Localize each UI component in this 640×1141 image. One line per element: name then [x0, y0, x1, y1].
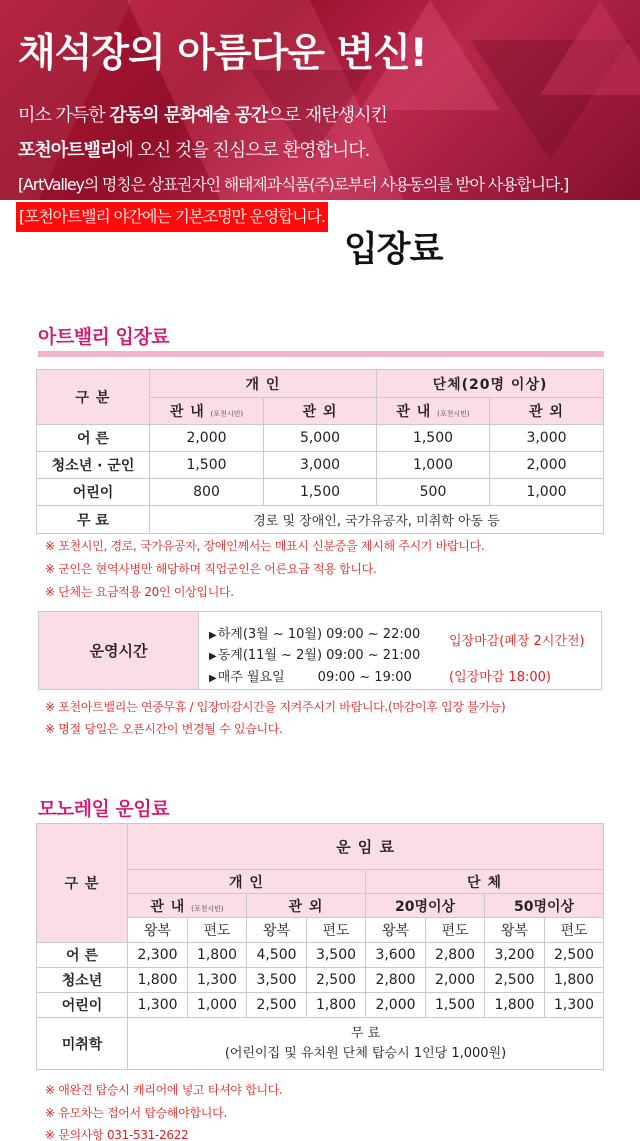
triangle-bullet-icon: ▶: [209, 651, 217, 662]
hero-intro-line-1: 미소 가득한 감동의 문화예술 공간으로 재탄생시킨: [18, 105, 387, 126]
fare-cell: 2,500: [307, 968, 366, 993]
operating-hours-list: [199, 612, 601, 689]
header-category: 구 분: [37, 824, 128, 943]
fare-cell: 1,000: [188, 993, 247, 1018]
table-row: [37, 506, 604, 534]
admission-note: ※ 포천시민, 경로, 국가유공자, 장애인께서는 매표시 신분증을 제시해 주시기 바랍니다.: [45, 539, 485, 553]
row-label: 어 른: [37, 425, 150, 452]
header-one-way: 편도: [545, 918, 604, 943]
operating-hours-label: 운영시간: [39, 612, 199, 689]
preschool-fare-text: 무 료 (어린이집 및 유치원 단체 탑승시 1인당 1,000원): [128, 1018, 604, 1070]
fare-cell: 3,600: [366, 943, 426, 968]
fare-cell: 3,500: [307, 943, 366, 968]
header-round-trip: 왕복: [485, 918, 545, 943]
header-group: 단 체: [366, 870, 604, 894]
header-group-50: 50명이상: [485, 894, 604, 918]
hero-title: 채석장의 아름다운 변신!: [18, 31, 427, 76]
operating-hours-box: [38, 611, 602, 690]
price-cell: 1,500: [377, 425, 490, 452]
row-label: 미취학: [37, 1018, 128, 1070]
monorail-section-title: 모노레일 운임료: [38, 798, 170, 820]
table-row: [37, 1018, 604, 1070]
table-row: [37, 479, 604, 506]
header-group: 단체(20명 이상): [377, 370, 604, 398]
header-individual: 개 인: [128, 870, 366, 894]
hours-row-summer: ▶하계(3월 ~ 10월) 09:00 ~ 22:00: [209, 627, 421, 642]
fare-cell: 2,800: [426, 943, 485, 968]
header-round-trip: 왕복: [128, 918, 188, 943]
fare-cell: 1,800: [307, 993, 366, 1018]
row-label: 청소년: [37, 968, 128, 993]
section-divider: [38, 351, 604, 357]
header-inside: 관 내 (포천시민): [377, 398, 490, 425]
header-outside: 관 외: [264, 398, 377, 425]
triangle-bullet-icon: ▶: [209, 673, 217, 684]
fare-cell: 2,500: [485, 968, 545, 993]
fare-cell: 4,500: [247, 943, 307, 968]
monorail-fare-table: [36, 823, 604, 1070]
price-cell: 3,000: [490, 425, 604, 452]
price-cell: 3,000: [264, 452, 377, 479]
table-row: [37, 452, 604, 479]
monorail-note: ※ 애완견 탑승시 캐리어에 넣고 타셔야 합니다.: [45, 1083, 283, 1097]
free-entry-text: 경로 및 장애인, 국가유공자, 미취학 아동 등: [150, 506, 604, 534]
price-cell: 2,000: [490, 452, 604, 479]
fare-cell: 2,000: [426, 968, 485, 993]
hours-note: ※ 명절 당일은 오픈시간이 변경될 수 있습니다.: [45, 722, 283, 736]
table-row: [37, 425, 604, 452]
night-lighting-notice: [포천아트밸리 야간에는 기본조명만 운영합니다.: [16, 202, 328, 232]
fare-cell: 1,800: [128, 968, 188, 993]
row-label: 어 른: [37, 943, 128, 968]
header-one-way: 편도: [426, 918, 485, 943]
table-row: [37, 968, 604, 993]
fare-cell: 2,000: [366, 993, 426, 1018]
hero-banner: [0, 0, 640, 200]
header-group-20: 20명이상: [366, 894, 485, 918]
row-label: 어린이: [37, 479, 150, 506]
table-row: [37, 943, 604, 968]
price-cell: 800: [150, 479, 264, 506]
fare-cell: 2,800: [366, 968, 426, 993]
header-inside: 관 내 (포천시민): [150, 398, 264, 425]
header-outside: 관 외: [247, 894, 366, 918]
fare-cell: 1,800: [188, 943, 247, 968]
header-one-way: 편도: [307, 918, 366, 943]
header-round-trip: 왕복: [366, 918, 426, 943]
admission-fee-table: [36, 369, 604, 534]
header-category: 구 분: [37, 370, 150, 425]
price-cell: 1,000: [490, 479, 604, 506]
page-title: 입장료: [344, 230, 443, 270]
fare-cell: 2,500: [545, 943, 604, 968]
monorail-note: ※ 유모차는 접어서 탑승해야합니다.: [45, 1106, 227, 1120]
price-cell: 1,500: [150, 452, 264, 479]
price-cell: 5,000: [264, 425, 377, 452]
fare-cell: 1,800: [545, 968, 604, 993]
row-label: 청소년 · 군인: [37, 452, 150, 479]
fare-cell: 2,500: [247, 993, 307, 1018]
closing-entry-note: 입장마감(폐장 2시간전): [449, 634, 585, 649]
trademark-notice: [ArtValley의 명칭은 상표권자인 해태제과식품(주)로부터 사용동의를 받아 사용합니다.]: [18, 175, 569, 194]
price-cell: 500: [377, 479, 490, 506]
fare-cell: 3,500: [247, 968, 307, 993]
hero-intro-line-2: 포천아트밸리에 오신 것을 진심으로 환영합니다.: [18, 140, 370, 161]
fare-cell: 3,200: [485, 943, 545, 968]
header-round-trip: 왕복: [247, 918, 307, 943]
hours-note: ※ 포천아트밸리는 연중무휴 / 입장마감시간을 지켜주시기 바랍니다.(마감이후 입장 불가능): [45, 700, 506, 714]
header-inside: 관 내 (포천시민): [128, 894, 247, 918]
admission-note: ※ 단체는 요금적용 20인 이상입니다.: [45, 585, 234, 599]
header-one-way: 편도: [188, 918, 247, 943]
fare-cell: 1,300: [545, 993, 604, 1018]
admission-note: ※ 군인은 현역사병만 해당하며 직업군인은 어른요금 적용 합니다.: [45, 562, 377, 576]
price-cell: 2,000: [150, 425, 264, 452]
monorail-note: ※ 문의사항 031-531-2622: [45, 1128, 189, 1141]
fare-cell: 1,300: [128, 993, 188, 1018]
fare-cell: 2,300: [128, 943, 188, 968]
fare-cell: 1,500: [426, 993, 485, 1018]
price-cell: 1,500: [264, 479, 377, 506]
hours-row-monday: ▶매주 월요일 09:00 ~ 19:00: [209, 670, 412, 685]
fare-cell: 1,300: [188, 968, 247, 993]
header-individual: 개 인: [150, 370, 377, 398]
admission-section-title: 아트밸리 입장료: [38, 326, 170, 348]
price-cell: 1,000: [377, 452, 490, 479]
monday-entry-note: (입장마감 18:00): [449, 670, 551, 685]
row-label: 무 료: [37, 506, 150, 534]
row-label: 어린이: [37, 993, 128, 1018]
triangle-bullet-icon: ▶: [209, 630, 217, 641]
header-fare: 운 임 료: [128, 824, 604, 870]
header-outside: 관 외: [490, 398, 604, 425]
fare-cell: 1,800: [485, 993, 545, 1018]
hours-row-winter: ▶동계(11월 ~ 2월) 09:00 ~ 21:00: [209, 648, 421, 663]
table-row: [37, 993, 604, 1018]
decor-triangle: [540, 0, 640, 95]
